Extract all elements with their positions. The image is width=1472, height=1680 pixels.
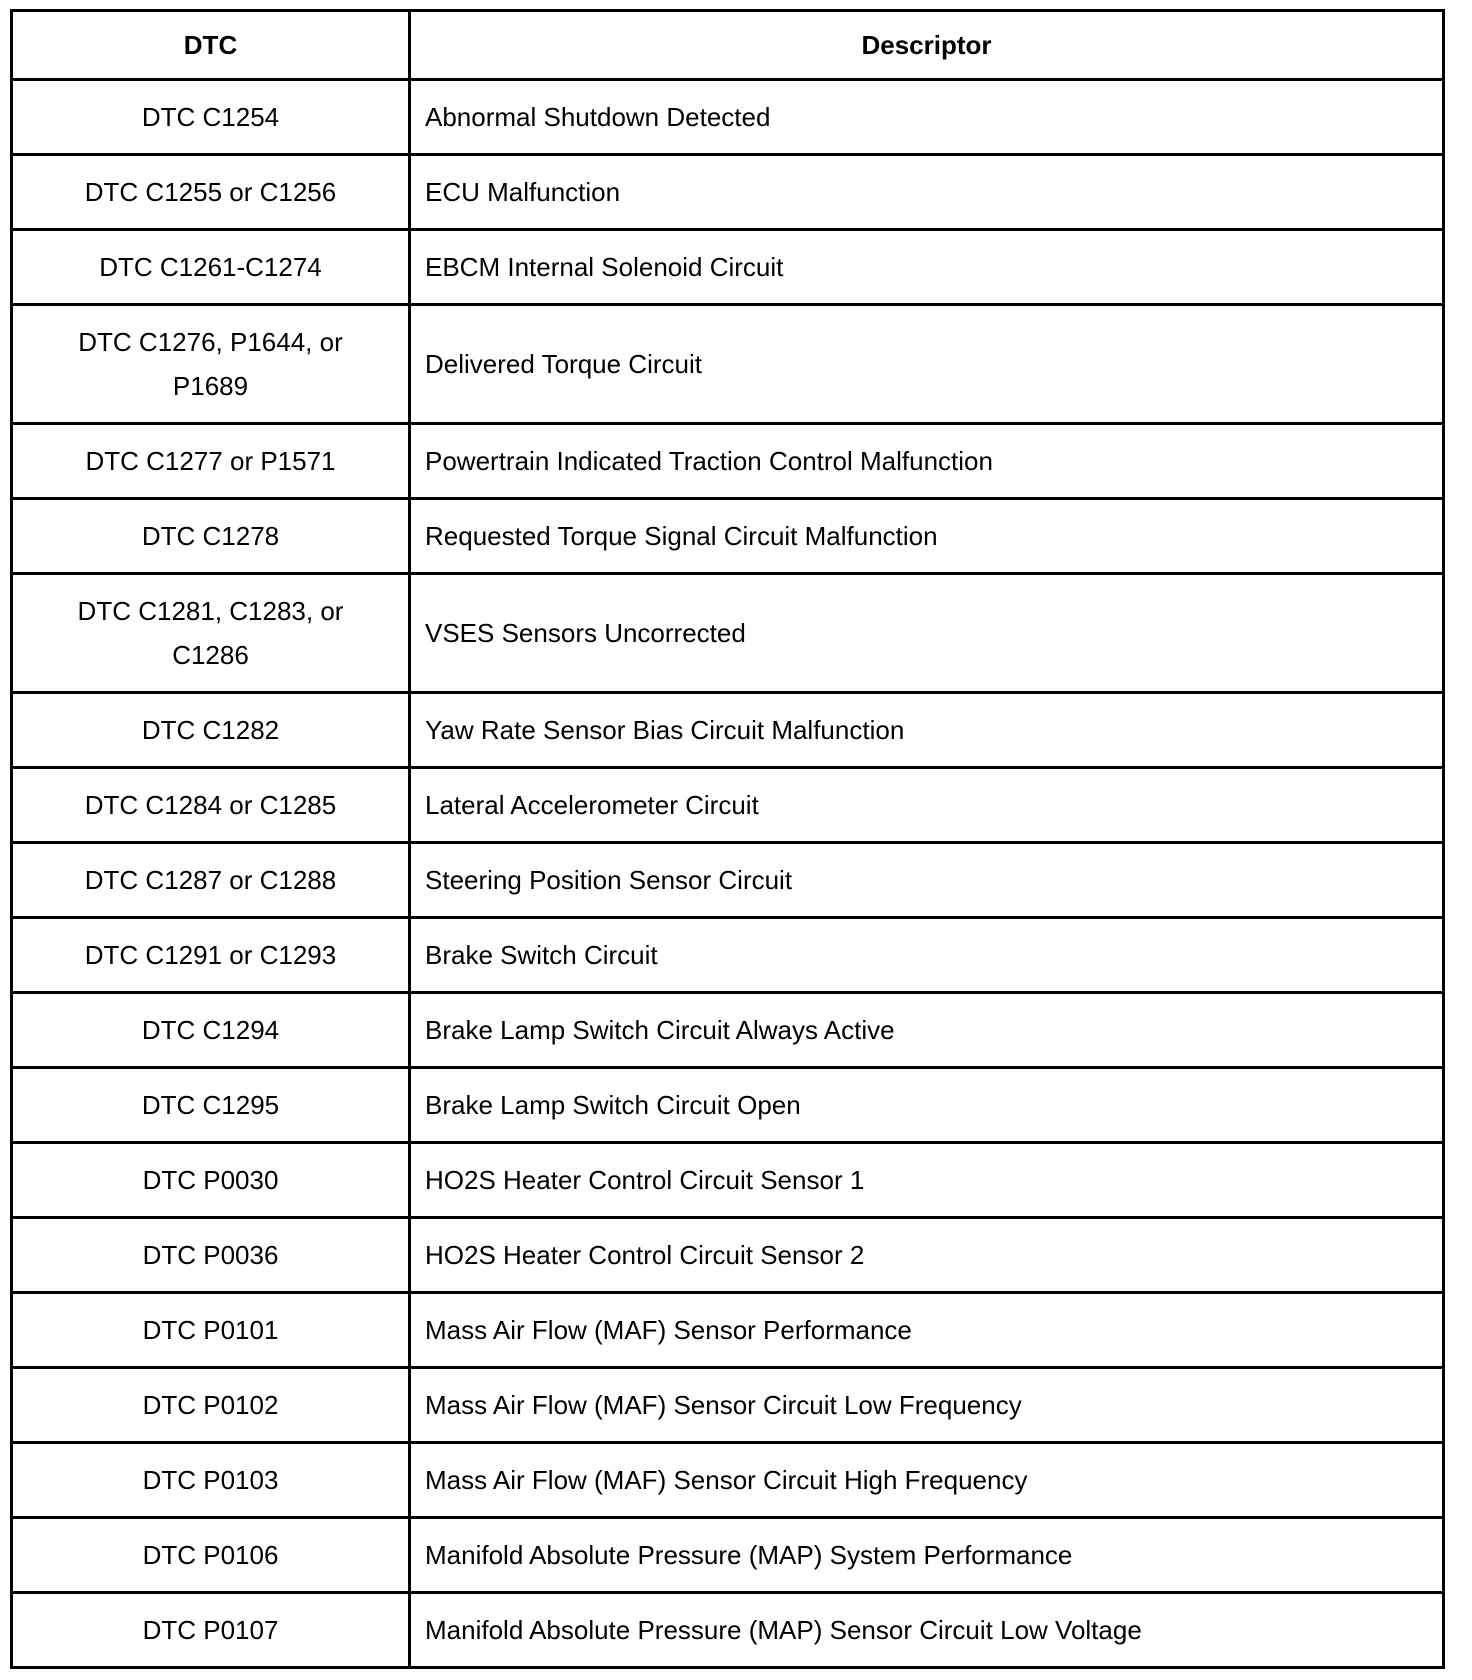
- dtc-code-cell: DTC P0107: [12, 1593, 410, 1668]
- descriptor-cell: Manifold Absolute Pressure (MAP) Sensor Circuit Low Voltage: [410, 1593, 1444, 1668]
- dtc-code-cell: DTC P0102: [12, 1368, 410, 1443]
- table-row: [12, 768, 1444, 843]
- descriptor-cell: Yaw Rate Sensor Bias Circuit Malfunction: [410, 693, 1444, 768]
- descriptor-cell: Delivered Torque Circuit: [410, 305, 1444, 424]
- descriptor-cell: HO2S Heater Control Circuit Sensor 2: [410, 1218, 1444, 1293]
- table-row: [12, 80, 1444, 155]
- descriptor-cell: Mass Air Flow (MAF) Sensor Circuit Low Frequency: [410, 1368, 1444, 1443]
- dtc-table: [10, 9, 1445, 1669]
- dtc-code-cell: DTC C1291 or C1293: [12, 918, 410, 993]
- dtc-code-cell: DTC C1294: [12, 993, 410, 1068]
- descriptor-cell: HO2S Heater Control Circuit Sensor 1: [410, 1143, 1444, 1218]
- table-row: [12, 843, 1444, 918]
- table-row: [12, 1293, 1444, 1368]
- dtc-code-cell: DTC C1281, C1283, or C1286: [12, 574, 410, 693]
- table-row: [12, 424, 1444, 499]
- table-row: [12, 305, 1444, 424]
- dtc-code-cell: DTC P0106: [12, 1518, 410, 1593]
- descriptor-cell: Powertrain Indicated Traction Control Malfunction: [410, 424, 1444, 499]
- dtc-code-cell: DTC C1282: [12, 693, 410, 768]
- dtc-code-cell: DTC C1284 or C1285: [12, 768, 410, 843]
- dtc-code-cell: DTC C1276, P1644, or P1689: [12, 305, 410, 424]
- table-row: [12, 1143, 1444, 1218]
- table-row: [12, 1593, 1444, 1668]
- descriptor-cell: Brake Lamp Switch Circuit Open: [410, 1068, 1444, 1143]
- descriptor-cell: Brake Lamp Switch Circuit Always Active: [410, 993, 1444, 1068]
- table-row: [12, 1518, 1444, 1593]
- header-descriptor: Descriptor: [410, 11, 1444, 80]
- descriptor-cell: EBCM Internal Solenoid Circuit: [410, 230, 1444, 305]
- table-row: [12, 1218, 1444, 1293]
- descriptor-cell: Manifold Absolute Pressure (MAP) System Performance: [410, 1518, 1444, 1593]
- descriptor-cell: Abnormal Shutdown Detected: [410, 80, 1444, 155]
- table-row: [12, 993, 1444, 1068]
- dtc-code-cell: DTC C1255 or C1256: [12, 155, 410, 230]
- descriptor-cell: ECU Malfunction: [410, 155, 1444, 230]
- descriptor-cell: VSES Sensors Uncorrected: [410, 574, 1444, 693]
- dtc-code-cell: DTC C1277 or P1571: [12, 424, 410, 499]
- table-row: [12, 499, 1444, 574]
- table-row: [12, 1068, 1444, 1143]
- table-row: [12, 693, 1444, 768]
- dtc-code-cell: DTC C1278: [12, 499, 410, 574]
- descriptor-cell: Mass Air Flow (MAF) Sensor Performance: [410, 1293, 1444, 1368]
- dtc-code-cell: DTC C1261-C1274: [12, 230, 410, 305]
- descriptor-cell: Brake Switch Circuit: [410, 918, 1444, 993]
- dtc-code-cell: DTC C1287 or C1288: [12, 843, 410, 918]
- descriptor-cell: Mass Air Flow (MAF) Sensor Circuit High Frequency: [410, 1443, 1444, 1518]
- table-row: [12, 1368, 1444, 1443]
- descriptor-cell: Lateral Accelerometer Circuit: [410, 768, 1444, 843]
- dtc-code-cell: DTC C1295: [12, 1068, 410, 1143]
- dtc-code-cell: DTC P0030: [12, 1143, 410, 1218]
- descriptor-cell: Requested Torque Signal Circuit Malfunction: [410, 499, 1444, 574]
- table-row: [12, 918, 1444, 993]
- dtc-code-cell: DTC C1254: [12, 80, 410, 155]
- table-row: [12, 574, 1444, 693]
- table-row: [12, 230, 1444, 305]
- header-dtc: DTC: [12, 11, 410, 80]
- descriptor-cell: Steering Position Sensor Circuit: [410, 843, 1444, 918]
- table-row: [12, 155, 1444, 230]
- table-row: [12, 1443, 1444, 1518]
- dtc-code-cell: DTC P0101: [12, 1293, 410, 1368]
- dtc-code-cell: DTC P0036: [12, 1218, 410, 1293]
- dtc-code-cell: DTC P0103: [12, 1443, 410, 1518]
- table-header-row: [12, 11, 1444, 80]
